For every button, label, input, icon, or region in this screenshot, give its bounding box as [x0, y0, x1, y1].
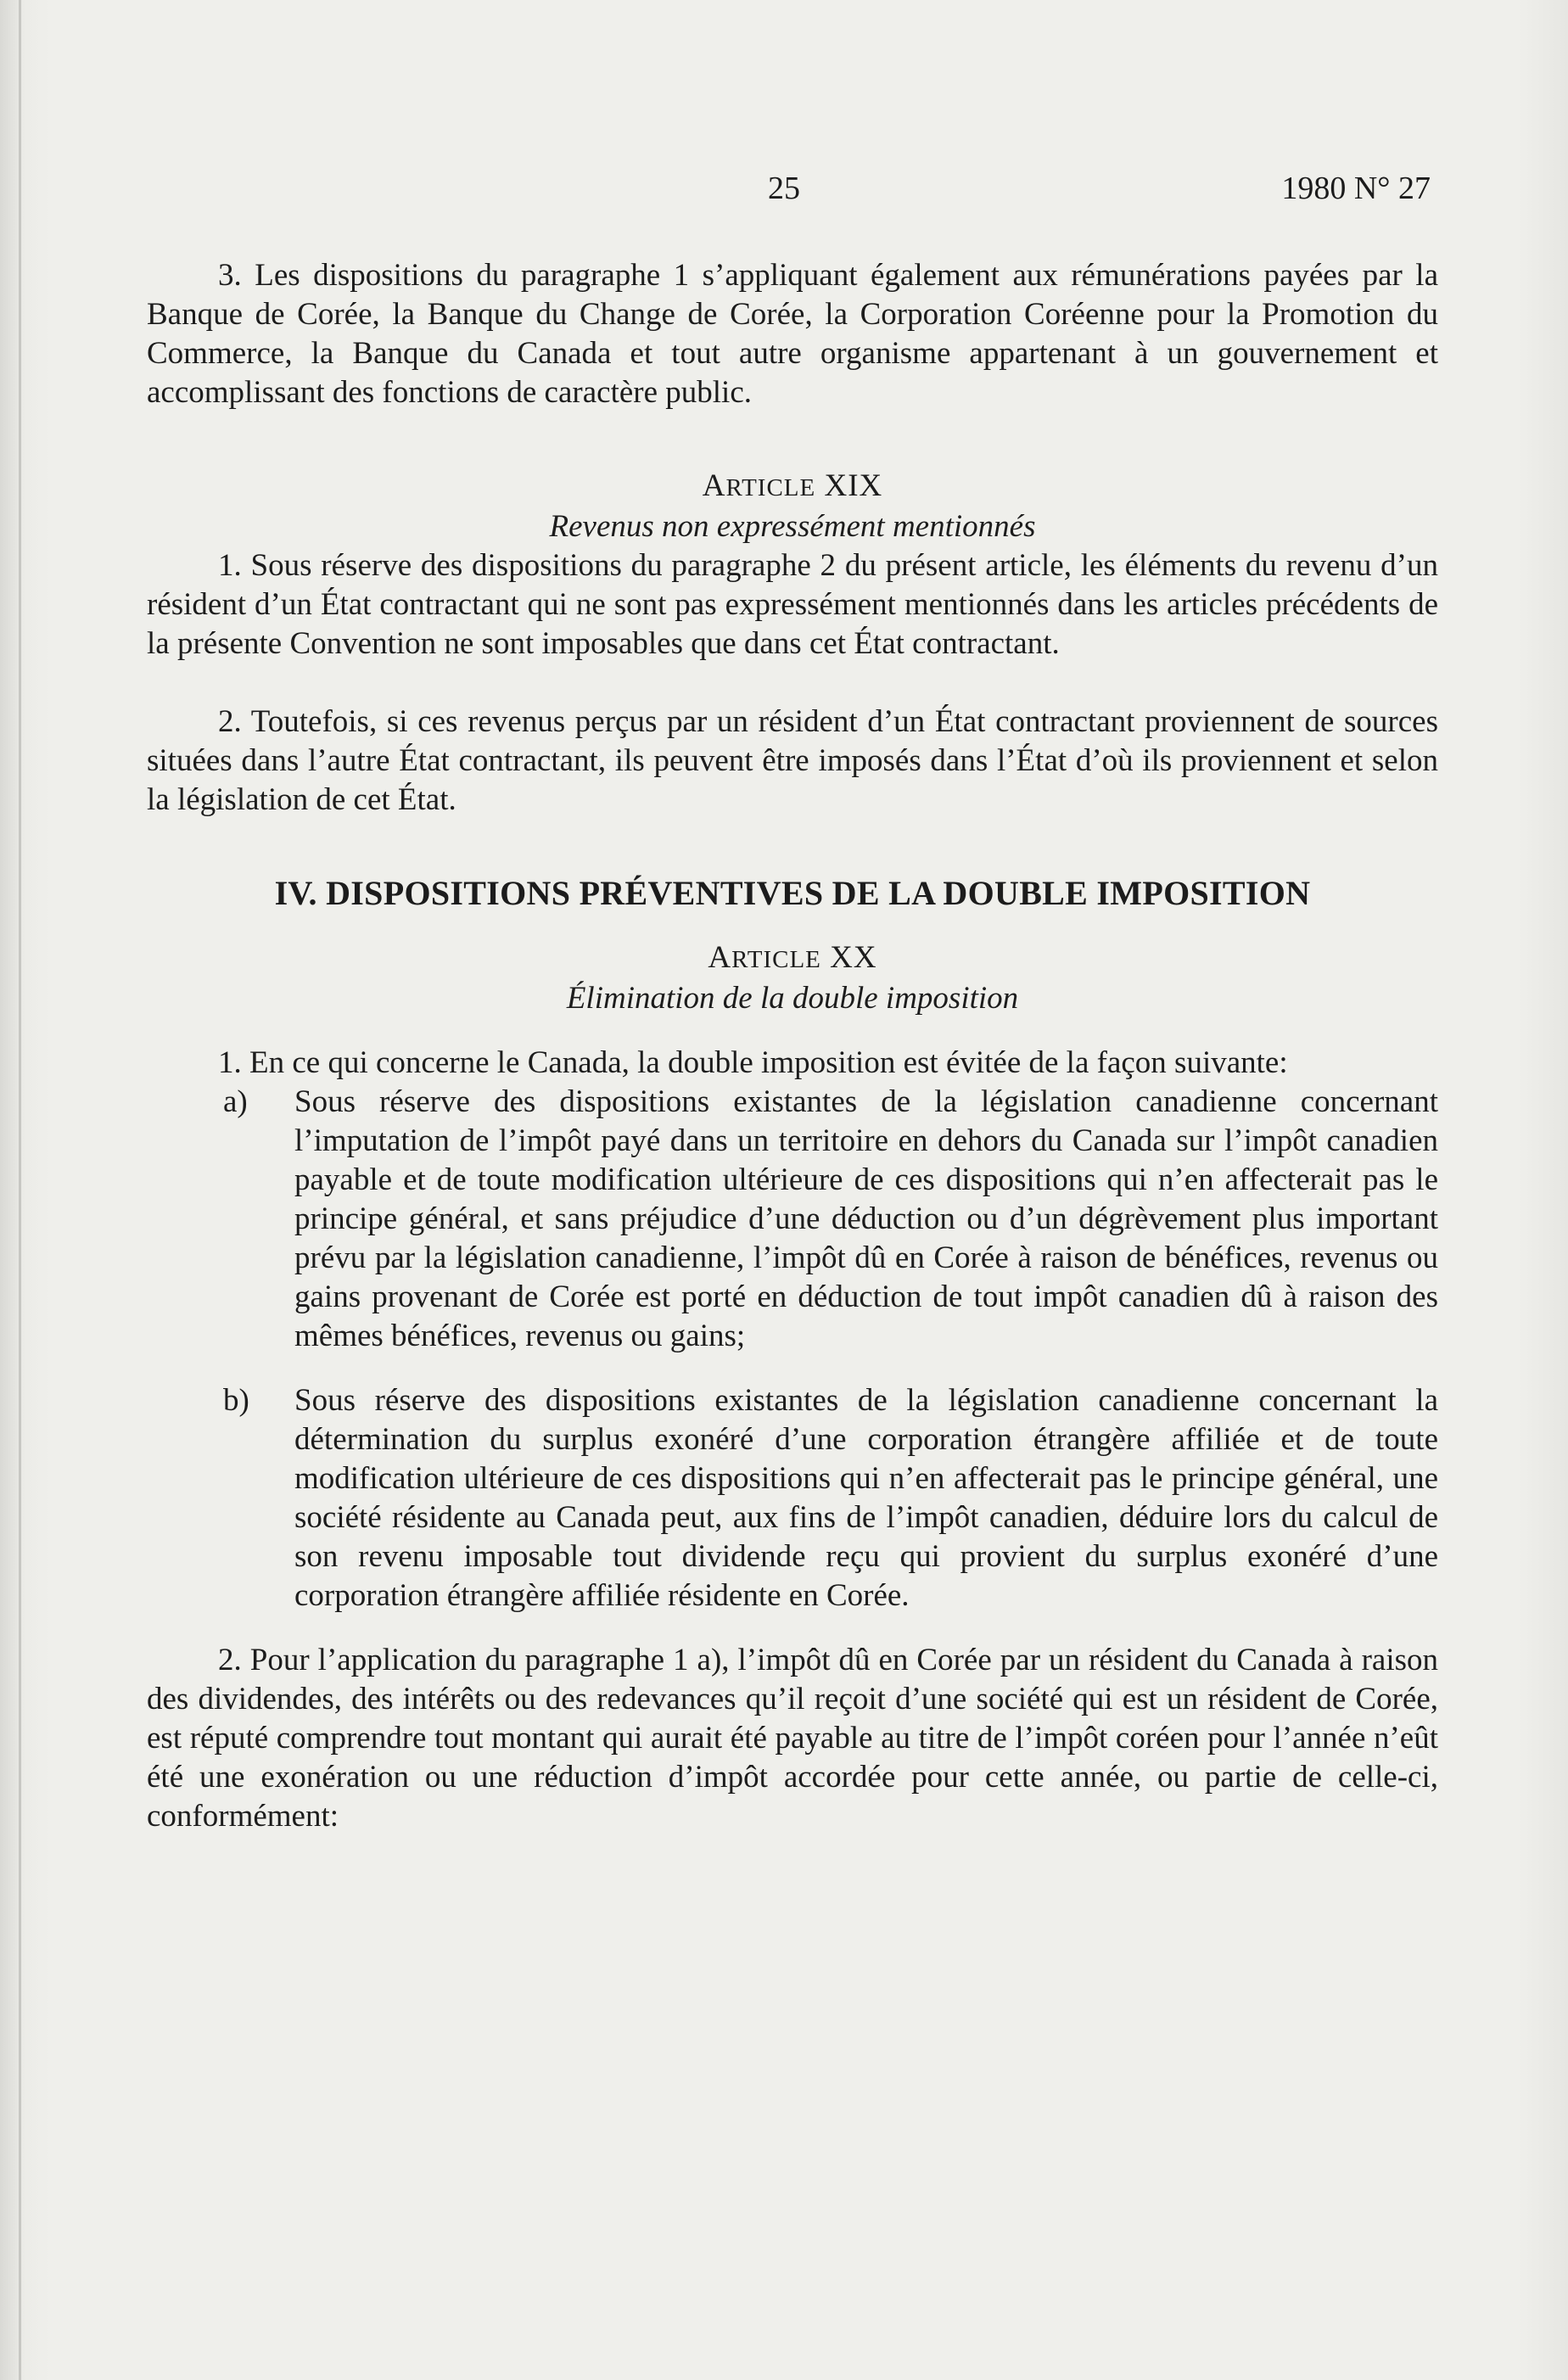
article20-title: Élimination de la double imposition	[566, 981, 1019, 1016]
section4-title: IV. DISPOSITIONS PRÉVENTIVES DE LA DOUBLE IMPOSITION	[274, 874, 1311, 912]
article20-heading-num: XX	[830, 940, 877, 975]
article20-heading-first: A	[708, 940, 732, 975]
article19-heading-first: A	[702, 468, 726, 503]
item-a-text: Sous réserve des dispositions existantes de la législation canadienne concernant l’imputation de l’impôt payé dans un territoire en dehors du Canada sur l’impôt canadien payable et de toute modification ultérieure de ces dispositions qui n’en affecterait pas le principe général, et sans préjudice d’une déduction ou d’un dégrèvement plus important prévu par la législation canadienne, l’impôt dû en Corée à raison de bénéfices, revenus ou gains provenant de Corée est porté en déduction de tout impôt canadien dû à raison des mêmes bénéfices, revenus ou gains;	[294, 1084, 1438, 1353]
item-b-label: b)	[223, 1383, 249, 1418]
item-b-text: Sous réserve des dispositions existantes de la législation canadienne concernant la détermination du surplus exonéré d’une corporation étrangère affiliée et de toute modification ultérieure de ces dispositions qui n’en affecterait pas le principe général, une société résidente au Canada peut, aux fins de l’impôt canadien, déduire lors du calcul de son revenu imposable tout dividende reçu qui provient du surplus exonéré d’une corporation étrangère affiliée résidente en Corée.	[294, 1383, 1438, 1613]
item-a-label: a)	[223, 1084, 248, 1119]
article20-para1-intro: 1. En ce qui concerne le Canada, la double imposition est évitée de la façon suivante:	[218, 1045, 1288, 1080]
article19-para2: 2. Toutefois, si ces revenus perçus par un résident d’un État contractant proviennent de sources situées dans l’autre État contractant, ils peuvent être imposés dans l’État d’où ils proviennent et selon la législation de cet État.	[147, 704, 1438, 817]
article19-heading-num: XIX	[824, 468, 883, 503]
article19-para3: 3. Les dispositions du paragraphe 1 s’appliquant également aux rémunérations payées par la Banque de Corée, la Banque du Change de Corée, la Corporation Coréenne pour la Promotion du Commerce, la Banque du Canada et tout autre organisme appartenant à un gouvernement et accomplissant des fonctions de caractère public.	[147, 258, 1438, 410]
article20-heading-rest: RTICLE	[731, 946, 821, 973]
article20-heading	[147, 938, 1438, 979]
article19-para1: 1. Sous réserve des dispositions du paragraphe 2 du présent article, les éléments du revenu d’un résident d’un État contractant qui ne sont pas expressément mentionnés dans les articles précédents de la présente Convention ne sont imposables que dans cet État contractant.	[147, 548, 1438, 661]
document-body	[147, 256, 1438, 1836]
article20-item-a	[147, 1083, 1438, 1356]
article19-heading	[147, 467, 1438, 507]
issue-label: 1980 N° 27	[1281, 171, 1431, 206]
article19-heading-rest: RTICLE	[725, 474, 816, 501]
article19-title: Revenus non expressément mentionnés	[549, 509, 1036, 544]
page-number: 25	[768, 171, 800, 206]
binding-gutter	[19, 0, 21, 2380]
article20-item-b	[147, 1381, 1438, 1616]
article20-para2: 2. Pour l’application du paragraphe 1 a), l’impôt dû en Corée par un résident du Canada à raison des dividendes, des intérêts ou des redevances qu’il reçoit d’une société qui est un résident de Corée, est réputé comprendre tout montant qui aurait été payable au titre de l’impôt coréen pour l’année n’eût été une exonération ou une réduction d’impôt accordée pour cette année, ou partie de celle-ci, conformément:	[147, 1643, 1438, 1834]
